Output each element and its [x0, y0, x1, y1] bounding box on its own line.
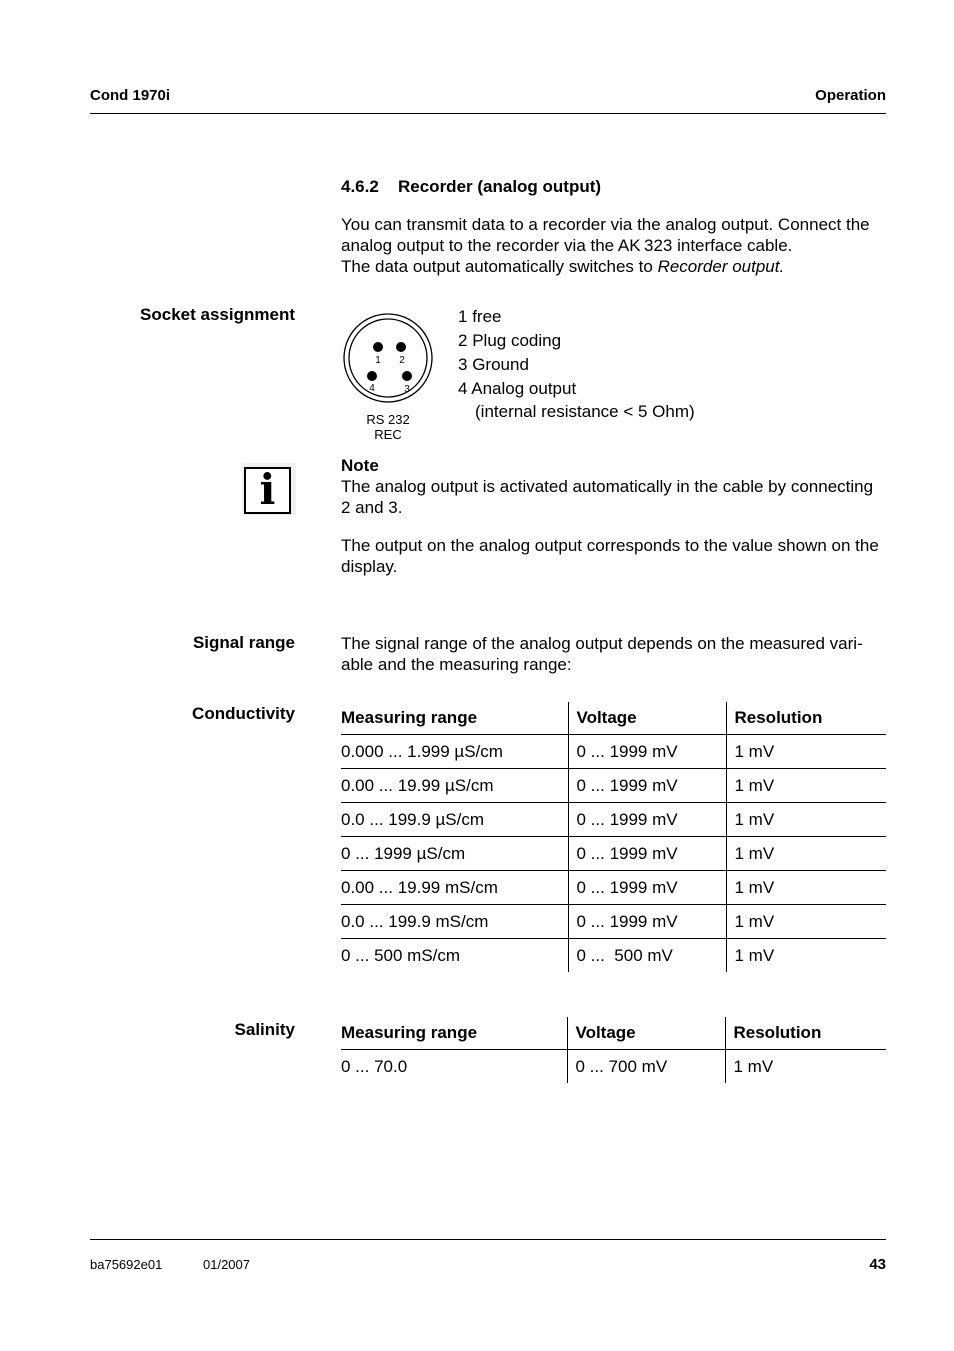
pin-3-dot [402, 371, 412, 381]
column-header: Resolution [726, 702, 886, 735]
resolution-cell: 1 mV [726, 803, 886, 837]
pin-1-label: 1 [375, 355, 381, 366]
pin-4-detail: (internal resistance < 5 Ohm) [475, 402, 695, 421]
resolution-cell: 1 mV [726, 905, 886, 939]
signal-range-label: Signal range [192, 633, 295, 652]
intro-line: analog output to the recorder via the AK 323 interface cable. [341, 236, 793, 255]
conductivity-table [341, 702, 886, 972]
voltage-cell: 0 ... 1999 mV [568, 837, 726, 871]
range-cell: 0 ... 70.0 [341, 1056, 408, 1076]
intro-paragraph [341, 214, 870, 277]
table-row [341, 939, 886, 973]
range-cell: 0 ... 1999 µS/cm [341, 837, 568, 871]
pin-2-label: 2 [399, 355, 405, 366]
table-row [341, 803, 886, 837]
pin-item: 3 Ground [458, 355, 529, 374]
socket-caption-line2: REC [374, 427, 402, 442]
pin-item: 4 Analog output [458, 379, 577, 398]
section-title: Recorder (analog output) [398, 177, 602, 196]
voltage-cell: 0 ... 500 mV [568, 939, 726, 973]
info-icon [242, 463, 296, 515]
din-socket-icon [341, 312, 436, 447]
voltage-cell: 0 ... 700 mV [567, 1050, 725, 1084]
intro-switch-line: The data output automatically switches to Recorder output. [341, 257, 785, 276]
note-title: Note [341, 456, 379, 475]
table-row [341, 735, 886, 769]
table-row [341, 769, 886, 803]
resolution-cell: 1 mV [725, 1050, 886, 1084]
info-letter: i [259, 465, 276, 514]
range-cell: 0.00 ... 19.99 mS/cm [341, 871, 568, 905]
pin-3-label: 3 [404, 384, 410, 395]
socket-diagram [341, 312, 436, 447]
note-line: The output on the analog output corresponds to the value shown on the [341, 536, 879, 555]
salinity-table [341, 1017, 886, 1083]
note-line: 2 and 3. [341, 498, 403, 517]
pin-item: 2 Plug coding [458, 331, 562, 350]
recorder-output-term: Recorder output. [657, 257, 785, 276]
resolution-cell: 1 mV [726, 939, 886, 973]
pin-4-label: 4 [369, 383, 375, 394]
signal-line: The signal range of the analog output depends on the measured vari- [341, 634, 863, 653]
voltage-cell: 0 ... 1999 mV [568, 803, 726, 837]
voltage-cell: 0 ... 1999 mV [568, 871, 726, 905]
header-title: Cond 1970i [90, 87, 171, 104]
footer-doc-id: ba75692e01 [90, 1257, 163, 1272]
page-number: 43 [869, 1256, 886, 1273]
header-rule [90, 113, 886, 114]
pin-item: 1 free [458, 307, 502, 326]
pin-1-dot [373, 342, 383, 352]
footer-rule [90, 1239, 886, 1240]
voltage-cell: 0 ... 1999 mV [568, 735, 726, 769]
pin-2-dot [396, 342, 406, 352]
resolution-cell: 1 mV [726, 735, 886, 769]
resolution-cell: 1 mV [726, 871, 886, 905]
column-header: Resolution [725, 1017, 886, 1050]
intro-line: You can transmit data to a recorder via the analog output. Connect the [341, 215, 870, 234]
voltage-cell: 0 ... 1999 mV [568, 905, 726, 939]
column-header: Voltage [568, 702, 726, 735]
section-number: 4.6.2 [341, 177, 379, 196]
footer-date: 01/2007 [203, 1257, 250, 1272]
column-header: Measuring range [341, 702, 568, 735]
header-chapter: Operation [815, 87, 886, 104]
pin-assignment-list [458, 305, 695, 422]
salinity-label: Salinity [234, 1020, 295, 1039]
socket-assignment-label: Socket assignment [140, 305, 295, 324]
note-line: The analog output is activated automatically in the cable by connecting [341, 477, 874, 496]
resolution-cell: 1 mV [726, 769, 886, 803]
range-cell: 0.000 ... 1.999 µS/cm [341, 735, 568, 769]
conductivity-label: Conductivity [192, 704, 295, 723]
voltage-cell: 0 ... 1999 mV [568, 769, 726, 803]
signal-range-paragraph [341, 633, 863, 675]
table-row [341, 905, 886, 939]
column-header: Voltage [567, 1017, 725, 1050]
resolution-cell: 1 mV [726, 837, 886, 871]
range-cell: 0.0 ... 199.9 mS/cm [341, 905, 568, 939]
table-header-row [341, 702, 886, 735]
table-row [341, 1050, 886, 1084]
pin-4-dot [367, 371, 377, 381]
signal-line: able and the measuring range: [341, 655, 572, 674]
range-cell: 0.0 ... 199.9 µS/cm [341, 803, 568, 837]
column-header: Measuring range [341, 1017, 567, 1050]
socket-caption-line1: RS 232 [366, 412, 410, 427]
note-block [341, 455, 879, 577]
table-header-row [341, 1017, 886, 1050]
section-heading [341, 177, 601, 197]
table-row [341, 871, 886, 905]
table-row [341, 837, 886, 871]
range-cell: 0.00 ... 19.99 µS/cm [341, 769, 568, 803]
range-cell: 0 ... 500 mS/cm [341, 945, 461, 965]
note-line: display. [341, 557, 398, 576]
